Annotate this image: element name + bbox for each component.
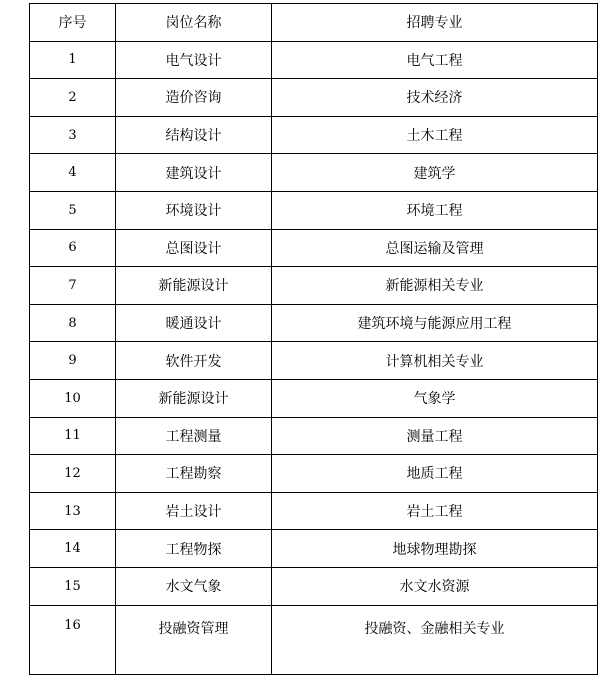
table-row	[30, 41, 598, 79]
table-row	[30, 191, 598, 229]
cell-position: 环境设计	[116, 191, 272, 229]
table-row	[30, 605, 598, 674]
cell-index: 3	[30, 116, 116, 154]
cell-major: 新能源相关专业	[272, 267, 598, 305]
cell-major: 建筑学	[272, 154, 598, 192]
cell-major: 水文水资源	[272, 567, 598, 605]
cell-index: 11	[30, 417, 116, 455]
cell-major: 测量工程	[272, 417, 598, 455]
cell-position: 软件开发	[116, 342, 272, 380]
cell-index: 13	[30, 492, 116, 530]
cell-index: 2	[30, 79, 116, 117]
cell-major: 总图运输及管理	[272, 229, 598, 267]
cell-position: 暖通设计	[116, 304, 272, 342]
table-row	[30, 229, 598, 267]
cell-position: 水文气象	[116, 567, 272, 605]
cell-position: 电气设计	[116, 41, 272, 79]
cell-major: 土木工程	[272, 116, 598, 154]
cell-position: 工程测量	[116, 417, 272, 455]
cell-major: 环境工程	[272, 191, 598, 229]
cell-major: 计算机相关专业	[272, 342, 598, 380]
table-row	[30, 530, 598, 568]
cell-index: 5	[30, 191, 116, 229]
table-row	[30, 79, 598, 117]
header-position: 岗位名称	[116, 4, 272, 42]
table-row	[30, 455, 598, 493]
table-row	[30, 116, 598, 154]
cell-index: 16	[30, 605, 116, 674]
header-major: 招聘专业	[272, 4, 598, 42]
table-row	[30, 267, 598, 305]
table-row	[30, 304, 598, 342]
table-row	[30, 567, 598, 605]
cell-major: 地球物理勘探	[272, 530, 598, 568]
cell-major: 电气工程	[272, 41, 598, 79]
table-header-row	[30, 4, 598, 42]
cell-index: 4	[30, 154, 116, 192]
table-row	[30, 154, 598, 192]
cell-position: 新能源设计	[116, 267, 272, 305]
cell-position: 总图设计	[116, 229, 272, 267]
cell-index: 10	[30, 379, 116, 417]
cell-index: 6	[30, 229, 116, 267]
cell-index: 1	[30, 41, 116, 79]
recruitment-table	[29, 3, 598, 675]
cell-index: 15	[30, 567, 116, 605]
cell-major: 投融资、金融相关专业	[272, 605, 598, 674]
cell-index: 9	[30, 342, 116, 380]
cell-major: 气象学	[272, 379, 598, 417]
cell-index: 14	[30, 530, 116, 568]
cell-position: 结构设计	[116, 116, 272, 154]
cell-index: 8	[30, 304, 116, 342]
cell-position: 造价咨询	[116, 79, 272, 117]
cell-position: 投融资管理	[116, 605, 272, 674]
cell-position: 工程物探	[116, 530, 272, 568]
cell-position: 新能源设计	[116, 379, 272, 417]
cell-major: 地质工程	[272, 455, 598, 493]
cell-index: 7	[30, 267, 116, 305]
header-index: 序号	[30, 4, 116, 42]
cell-index: 12	[30, 455, 116, 493]
cell-position: 建筑设计	[116, 154, 272, 192]
cell-major: 建筑环境与能源应用工程	[272, 304, 598, 342]
table-row	[30, 492, 598, 530]
table-row	[30, 417, 598, 455]
table-row	[30, 342, 598, 380]
cell-major: 技术经济	[272, 79, 598, 117]
cell-position: 岩土设计	[116, 492, 272, 530]
cell-major: 岩土工程	[272, 492, 598, 530]
table-row	[30, 379, 598, 417]
cell-position: 工程勘察	[116, 455, 272, 493]
